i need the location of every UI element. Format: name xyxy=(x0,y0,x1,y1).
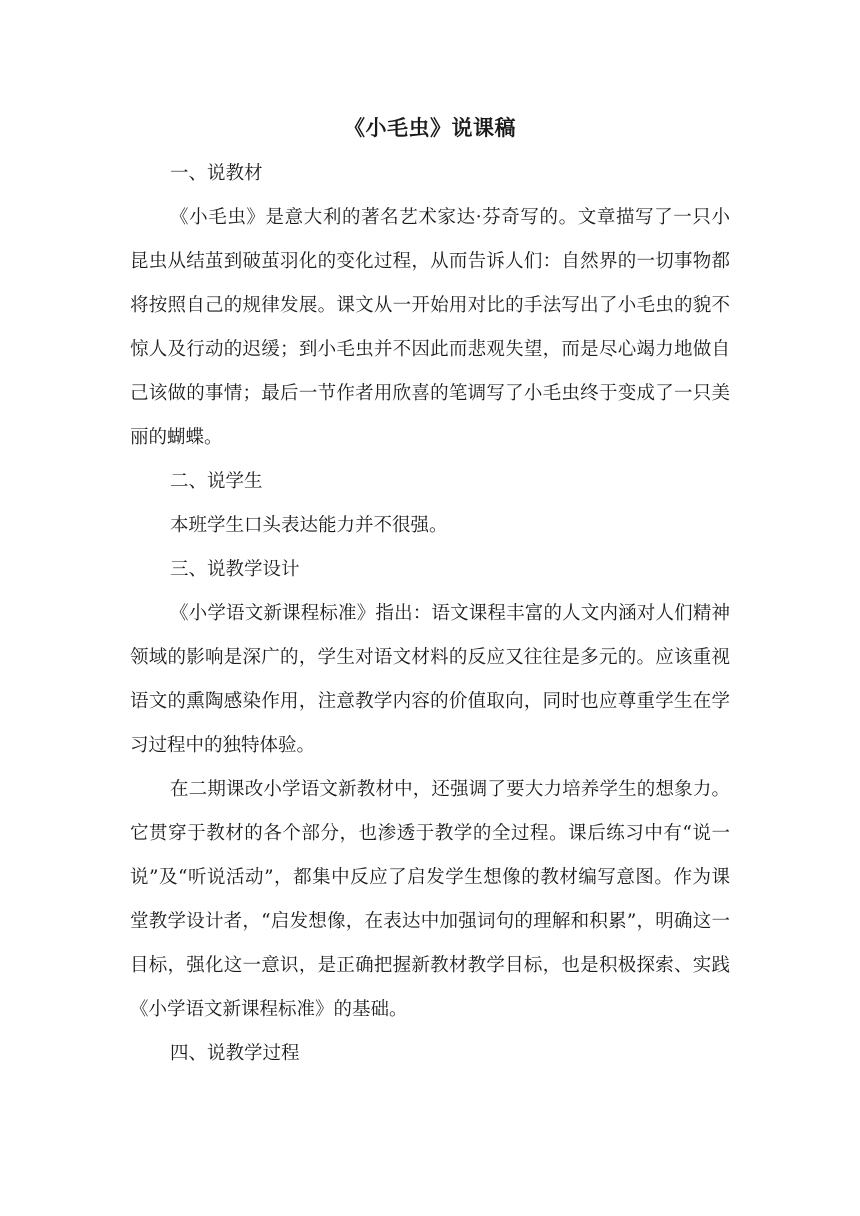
section-heading-materials: 一、说教材 xyxy=(170,163,263,184)
document-body xyxy=(130,108,730,1076)
section-heading-students: 二、说学生 xyxy=(170,471,263,492)
paragraph-design-standards: 《小学语文新课程标准》指出：语文课程丰富的人文内涵对人们精神领域的影响是深广的，学生对语文材料的反应又往往是多元的。应该重视语文的熏陶感染作用，注意教学内容的价值取向，同时也应尊重学生在学习过程中的独特体验。 xyxy=(130,603,730,756)
paragraph-materials: 《小毛虫》是意大利的著名艺术家达·芬奇写的。文章描写了一只小昆虫从结茧到破茧羽化的变化过程，从而告诉人们：自然界的一切事物都将按照自己的规律发展。课文从一开始用对比的手法写出了小毛虫的貌不惊人及行动的迟缓；到小毛虫并不因此而悲观失望，而是尽心竭力地做自己该做的事情；最后一节作者用欣喜的笔调写了小毛虫终于变成了一只美丽的蝴蝶。 xyxy=(130,207,730,448)
section-heading-design: 三、说教学设计 xyxy=(170,559,300,580)
paragraph-design-imagination: 在二期课改小学语文新教材中，还强调了要大力培养学生的想象力。它贯穿于教材的各个部分，也渗透于教学的全过程。课后练习中有“说一说”及“听说活动”，都集中反应了启发学生想像的教材编写意图。作为课堂教学设计者，“启发想像，在表达中加强词句的理解和积累”，明确这一目标，强化这一意识，是正确把握新教材教学目标，也是积极探索、实践《小学语文新课程标准》的基础。 xyxy=(130,779,730,1020)
document-title: 《小毛虫》说课稿 xyxy=(344,115,516,140)
section-heading-process: 四、说教学过程 xyxy=(170,1043,300,1064)
paragraph-students: 本班学生口头表达能力并不很强。 xyxy=(170,515,448,536)
